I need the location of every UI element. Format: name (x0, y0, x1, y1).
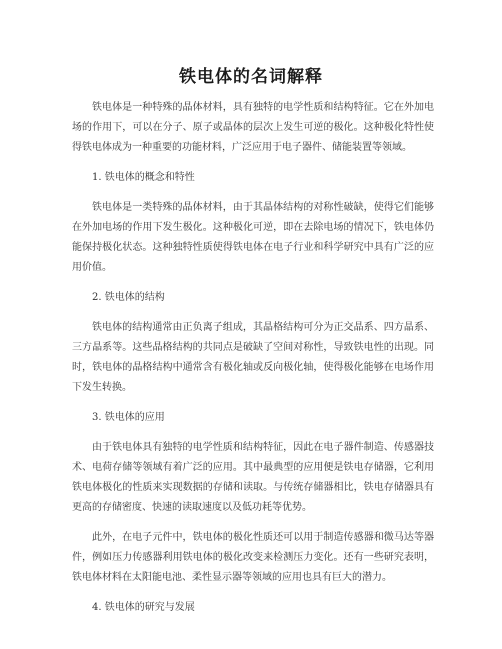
section-1-heading: 1. 铁电体的概念和特性 (92, 172, 195, 183)
section-2-paragraph: 铁电体的结构通常由正负离子组成，其晶格结构可分为正交晶系、四方晶系、三方晶系等。这些晶格结构的共同点是破缺了空间对称性，导致铁电性的出现。同时，铁电体的晶格结构中通常含有极化轴或反向极化轴，使得极化能够在电场作用下发生转换。 (72, 322, 434, 393)
section-4-heading: 4. 铁电体的研究与发展 (92, 602, 195, 613)
section-1-paragraph: 铁电体是一类特殊的晶体材料，由于其晶体结构的对称性破缺，使得它们能够在外加电场的作用下发生极化。这种极化可逆，即在去除电场的情况下，铁电体仍能保持极化状态。这种独特性质使得铁电体在电子行业和科学研究中具有广泛的应用价值。 (72, 202, 434, 273)
document-body (72, 98, 434, 628)
intro-paragraph: 铁电体是一种特殊的晶体材料，具有独特的电学性质和结构特征。它在外加电场的作用下，可以在分子、原子或晶体的层次上发生可逆的极化。这种极化特性使得铁电体成为一种重要的功能材料，广泛应用于电子器件、储能装置等领域。 (72, 102, 434, 153)
section-3-paragraph-1: 由于铁电体具有独特的电学性质和结构特征，因此在电子器件制造、传感器技术、电荷存储等领域有着广泛的应用。其中最典型的应用便是铁电存储器，它利用铁电体极化的性质来实现数据的存储和读取。与传统存储器相比，铁电存储器具有更高的存储密度、快速的读取速度以及低功耗等优势。 (72, 442, 434, 513)
section-3-paragraph-2: 此外，在电子元件中，铁电体的极化性质还可以用于制造传感器和微马达等器件，例如压力传感器利用铁电体的极化改变来检测压力变化。还有一些研究表明，铁电体材料在太阳能电池、柔性显示器等领域的应用也具有巨大的潜力。 (72, 532, 434, 583)
document-title: 铁电体的名词解释 (179, 67, 323, 87)
section-3-heading: 3. 铁电体的应用 (92, 412, 165, 423)
section-2-heading: 2. 铁电体的结构 (92, 292, 165, 303)
